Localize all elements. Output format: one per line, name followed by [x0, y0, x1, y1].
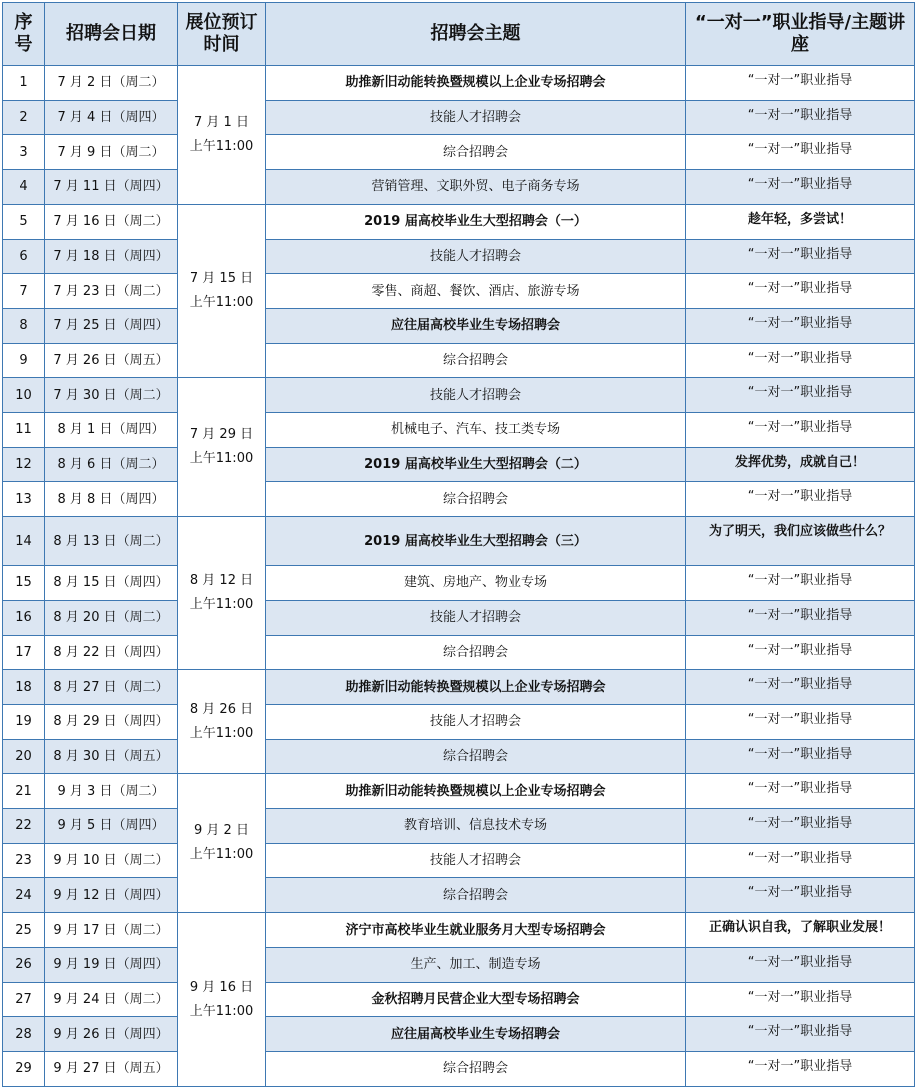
guidance-lecture: 趁年轻，多尝试！ — [686, 204, 915, 239]
header-no: 序号 — [3, 3, 45, 66]
row-number: 27 — [3, 982, 45, 1017]
fair-date: 7 月 2 日（周二） — [45, 66, 178, 101]
booking-date: 7 月 1 日 — [194, 114, 249, 130]
fair-date: 8 月 8 日（周四） — [45, 482, 178, 517]
table-row — [3, 447, 915, 482]
job-fair-schedule-table — [2, 2, 915, 1087]
fair-theme: 技能人才招聘会 — [266, 378, 686, 413]
fair-date: 9 月 12 日（周四） — [45, 878, 178, 913]
row-number: 20 — [3, 739, 45, 774]
fair-date: 9 月 27 日（周五） — [45, 1051, 178, 1086]
fair-date: 7 月 4 日（周四） — [45, 100, 178, 135]
table-row — [3, 566, 915, 601]
booking-time-cell — [178, 517, 266, 670]
booking-date: 8 月 12 日 — [189, 573, 254, 589]
booking-time-cell — [178, 204, 266, 378]
table-row — [3, 704, 915, 739]
row-number: 8 — [3, 308, 45, 343]
table-row — [3, 670, 915, 705]
fair-theme: 零售、商超、餐饮、酒店、旅游专场 — [266, 274, 686, 309]
table-row — [3, 878, 915, 913]
table-row — [3, 635, 915, 670]
table-row — [3, 739, 915, 774]
fair-date: 8 月 30 日（周五） — [45, 739, 178, 774]
guidance-lecture: “一对一”职业指导 — [686, 947, 915, 982]
guidance-lecture: “一对一”职业指导 — [686, 343, 915, 378]
fair-date: 8 月 27 日（周二） — [45, 670, 178, 705]
fair-theme: 综合招聘会 — [266, 878, 686, 913]
fair-date: 9 月 24 日（周二） — [45, 982, 178, 1017]
guidance-lecture: 正确认识自我，了解职业发展！ — [686, 913, 915, 948]
fair-theme: 2019 届高校毕业生大型招聘会（三） — [266, 517, 686, 566]
table-row — [3, 66, 915, 101]
row-number: 16 — [3, 600, 45, 635]
table-row — [3, 517, 915, 566]
row-number: 22 — [3, 809, 45, 844]
fair-theme: 综合招聘会 — [266, 635, 686, 670]
header-theme: 招聘会主题 — [266, 3, 686, 66]
table-row — [3, 135, 915, 170]
fair-theme: 2019 届高校毕业生大型招聘会（二） — [266, 447, 686, 482]
guidance-lecture: “一对一”职业指导 — [686, 413, 915, 448]
booking-time: 上午11:00 — [189, 725, 254, 741]
row-number: 6 — [3, 239, 45, 274]
fair-theme: 技能人才招聘会 — [266, 704, 686, 739]
row-number: 7 — [3, 274, 45, 309]
fair-date: 7 月 25 日（周四） — [45, 308, 178, 343]
header-date: 招聘会日期 — [45, 3, 178, 66]
header-row — [3, 3, 915, 66]
table-row — [3, 378, 915, 413]
row-number: 2 — [3, 100, 45, 135]
guidance-lecture: “一对一”职业指导 — [686, 809, 915, 844]
fair-date: 8 月 15 日（周四） — [45, 566, 178, 601]
row-number: 12 — [3, 447, 45, 482]
fair-theme: 综合招聘会 — [266, 482, 686, 517]
guidance-lecture: “一对一”职业指导 — [686, 566, 915, 601]
row-number: 9 — [3, 343, 45, 378]
guidance-lecture: “一对一”职业指导 — [686, 878, 915, 913]
table-row — [3, 774, 915, 809]
guidance-lecture: “一对一”职业指导 — [686, 239, 915, 274]
fair-date: 7 月 30 日（周二） — [45, 378, 178, 413]
row-number: 23 — [3, 843, 45, 878]
row-number: 5 — [3, 204, 45, 239]
fair-date: 7 月 11 日（周四） — [45, 170, 178, 205]
header-lecture: “一对一”职业指导/主题讲座 — [686, 3, 915, 66]
row-number: 18 — [3, 670, 45, 705]
fair-theme: 技能人才招聘会 — [266, 843, 686, 878]
table-row — [3, 947, 915, 982]
fair-theme: 生产、加工、制造专场 — [266, 947, 686, 982]
header-booking-time: 展位预订时间 — [178, 3, 266, 66]
table-row — [3, 600, 915, 635]
row-number: 15 — [3, 566, 45, 601]
fair-date: 9 月 3 日（周二） — [45, 774, 178, 809]
booking-time-cell — [178, 66, 266, 205]
booking-time: 上午11:00 — [189, 847, 254, 863]
guidance-lecture: “一对一”职业指导 — [686, 670, 915, 705]
booking-time-cell — [178, 774, 266, 913]
guidance-lecture: “一对一”职业指导 — [686, 66, 915, 101]
guidance-lecture: “一对一”职业指导 — [686, 100, 915, 135]
booking-time: 上午11:00 — [189, 1003, 254, 1019]
fair-date: 9 月 5 日（周四） — [45, 809, 178, 844]
guidance-lecture: “一对一”职业指导 — [686, 135, 915, 170]
fair-date: 9 月 19 日（周四） — [45, 947, 178, 982]
booking-time-cell — [178, 913, 266, 1087]
guidance-lecture: “一对一”职业指导 — [686, 600, 915, 635]
guidance-lecture: 为了明天，我们应该做些什么？ — [686, 517, 915, 566]
guidance-lecture: “一对一”职业指导 — [686, 635, 915, 670]
row-number: 1 — [3, 66, 45, 101]
fair-theme: 综合招聘会 — [266, 739, 686, 774]
table-row — [3, 308, 915, 343]
booking-date: 9 月 16 日 — [189, 979, 254, 995]
guidance-lecture: “一对一”职业指导 — [686, 982, 915, 1017]
table-row — [3, 913, 915, 948]
guidance-lecture: “一对一”职业指导 — [686, 774, 915, 809]
row-number: 19 — [3, 704, 45, 739]
fair-date: 7 月 18 日（周四） — [45, 239, 178, 274]
booking-date: 7 月 15 日 — [189, 271, 254, 287]
table-row — [3, 204, 915, 239]
booking-time: 上午11:00 — [189, 295, 254, 311]
guidance-lecture: “一对一”职业指导 — [686, 378, 915, 413]
fair-date: 9 月 10 日（周二） — [45, 843, 178, 878]
row-number: 3 — [3, 135, 45, 170]
schedule-body — [3, 66, 915, 1087]
table-row — [3, 274, 915, 309]
guidance-lecture: “一对一”职业指导 — [686, 1051, 915, 1086]
fair-theme: 金秋招聘月民营企业大型专场招聘会 — [266, 982, 686, 1017]
fair-theme: 建筑、房地产、物业专场 — [266, 566, 686, 601]
fair-date: 8 月 1 日（周四） — [45, 413, 178, 448]
table-row — [3, 482, 915, 517]
row-number: 25 — [3, 913, 45, 948]
guidance-lecture: “一对一”职业指导 — [686, 843, 915, 878]
table-row — [3, 1051, 915, 1086]
booking-time: 上午11:00 — [189, 451, 254, 467]
fair-date: 7 月 9 日（周二） — [45, 135, 178, 170]
table-row — [3, 100, 915, 135]
table-row — [3, 1017, 915, 1052]
booking-time: 上午11:00 — [189, 138, 254, 154]
fair-date: 8 月 6 日（周二） — [45, 447, 178, 482]
row-number: 11 — [3, 413, 45, 448]
fair-theme: 机械电子、汽车、技工类专场 — [266, 413, 686, 448]
row-number: 13 — [3, 482, 45, 517]
booking-time: 上午11:00 — [189, 597, 254, 613]
guidance-lecture: “一对一”职业指导 — [686, 308, 915, 343]
fair-theme: 应往届高校毕业生专场招聘会 — [266, 308, 686, 343]
fair-theme: 技能人才招聘会 — [266, 100, 686, 135]
booking-time-cell — [178, 378, 266, 517]
table-row — [3, 809, 915, 844]
fair-date: 9 月 17 日（周二） — [45, 913, 178, 948]
fair-theme: 2019 届高校毕业生大型招聘会（一） — [266, 204, 686, 239]
row-number: 28 — [3, 1017, 45, 1052]
table-row — [3, 343, 915, 378]
row-number: 29 — [3, 1051, 45, 1086]
table-row — [3, 843, 915, 878]
fair-date: 7 月 16 日（周二） — [45, 204, 178, 239]
fair-date: 7 月 23 日（周二） — [45, 274, 178, 309]
fair-theme: 助推新旧动能转换暨规模以上企业专场招聘会 — [266, 670, 686, 705]
row-number: 10 — [3, 378, 45, 413]
table-row — [3, 982, 915, 1017]
fair-theme: 教育培训、信息技术专场 — [266, 809, 686, 844]
guidance-lecture: “一对一”职业指导 — [686, 1017, 915, 1052]
booking-time-cell — [178, 670, 266, 774]
table-row — [3, 413, 915, 448]
fair-date: 7 月 26 日（周五） — [45, 343, 178, 378]
fair-date: 8 月 22 日（周四） — [45, 635, 178, 670]
row-number: 14 — [3, 517, 45, 566]
fair-theme: 助推新旧动能转换暨规模以上企业专场招聘会 — [266, 66, 686, 101]
guidance-lecture: “一对一”职业指导 — [686, 170, 915, 205]
fair-theme: 技能人才招聘会 — [266, 600, 686, 635]
guidance-lecture: “一对一”职业指导 — [686, 274, 915, 309]
row-number: 17 — [3, 635, 45, 670]
fair-date: 8 月 20 日（周二） — [45, 600, 178, 635]
fair-theme: 综合招聘会 — [266, 1051, 686, 1086]
guidance-lecture: “一对一”职业指导 — [686, 482, 915, 517]
fair-theme: 助推新旧动能转换暨规模以上企业专场招聘会 — [266, 774, 686, 809]
fair-theme: 应往届高校毕业生专场招聘会 — [266, 1017, 686, 1052]
fair-theme: 营销管理、文职外贸、电子商务专场 — [266, 170, 686, 205]
fair-date: 8 月 29 日（周四） — [45, 704, 178, 739]
row-number: 21 — [3, 774, 45, 809]
table-row — [3, 239, 915, 274]
fair-date: 8 月 13 日（周二） — [45, 517, 178, 566]
table-row — [3, 170, 915, 205]
row-number: 24 — [3, 878, 45, 913]
guidance-lecture: “一对一”职业指导 — [686, 704, 915, 739]
fair-theme: 技能人才招聘会 — [266, 239, 686, 274]
fair-theme: 综合招聘会 — [266, 135, 686, 170]
row-number: 4 — [3, 170, 45, 205]
booking-date: 7 月 29 日 — [189, 427, 254, 443]
guidance-lecture: 发挥优势，成就自己！ — [686, 447, 915, 482]
booking-date: 9 月 2 日 — [194, 823, 249, 839]
booking-date: 8 月 26 日 — [189, 701, 254, 717]
fair-theme: 济宁市高校毕业生就业服务月大型专场招聘会 — [266, 913, 686, 948]
guidance-lecture: “一对一”职业指导 — [686, 739, 915, 774]
fair-theme: 综合招聘会 — [266, 343, 686, 378]
row-number: 26 — [3, 947, 45, 982]
fair-date: 9 月 26 日（周四） — [45, 1017, 178, 1052]
